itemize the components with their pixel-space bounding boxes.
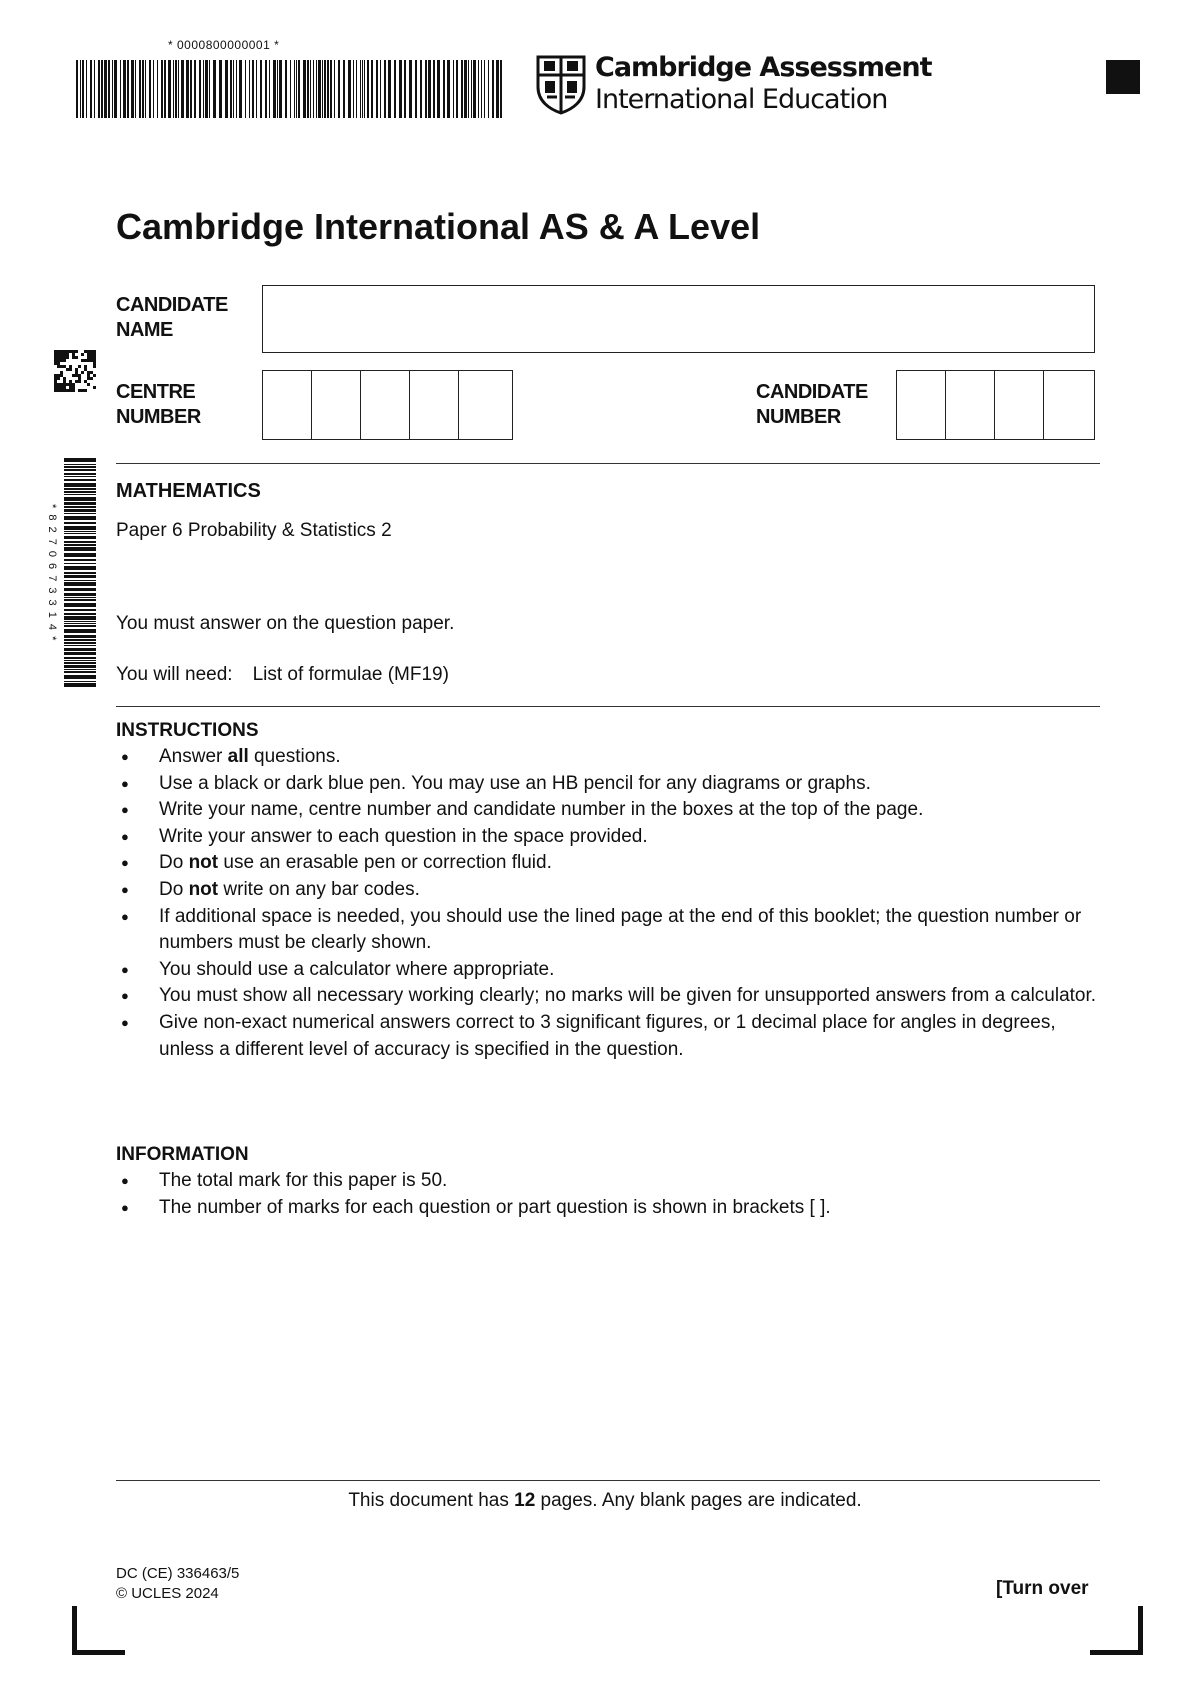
centre-digit-box[interactable] (410, 371, 459, 439)
bullet-icon: ● (121, 961, 129, 977)
bullet-icon: ● (121, 855, 129, 871)
qr-code-image (54, 350, 96, 392)
candidate-digit-box[interactable] (897, 371, 946, 439)
list-item: ● If additional space is needed, you should use the lined page at the end of this booklet; the question number or numbers must be clearly shown. (121, 905, 1082, 954)
bullet-icon: ● (121, 908, 129, 924)
requirements (116, 664, 449, 686)
list-item: ● Give non-exact numerical answers correct to 3 significant figures, or 1 decimal place for angles in degrees, unless a different level of accuracy is specified in the question. (121, 1011, 1056, 1060)
centre-digit-box[interactable] (361, 371, 410, 439)
divider (116, 463, 1100, 464)
answer-instruction: You must answer on the question paper. (116, 613, 455, 634)
list-item: ● You should use a calculator where appropriate. (116, 957, 1100, 984)
list-item: ● Use a black or dark blue pen. You may use an HB pencil for any diagrams or graphs. (116, 771, 1100, 798)
candidate-digit-box[interactable] (946, 371, 995, 439)
bullet-icon: ● (121, 881, 129, 897)
candidate-digit-box[interactable] (1044, 371, 1092, 439)
crop-mark-bottom-left (72, 1606, 125, 1655)
requirements-value: List of formulae (MF19) (252, 664, 449, 685)
instructions-list (116, 744, 1100, 1063)
doc-code: DC (CE) 336463/5 (116, 1565, 240, 1582)
bullet-icon: ● (121, 1173, 129, 1188)
centre-number-field[interactable] (262, 370, 513, 440)
bullet-icon: ● (121, 802, 129, 818)
divider (116, 706, 1100, 707)
list-item: ● You must show all necessary working clearly; no marks will be given for unsupported answers from a calculator. (116, 983, 1100, 1010)
logo-line-1: Cambridge Assessment (595, 52, 932, 83)
list-item: ● Write your answer to each question in the space provided. (116, 824, 1100, 851)
candidate-number-field[interactable] (896, 370, 1095, 440)
registration-mark (1106, 60, 1140, 94)
list-item: ● Do not use an erasable pen or correction fluid. (116, 850, 1100, 877)
information-heading: INFORMATION (116, 1144, 249, 1165)
requirements-label: You will need: (116, 664, 233, 685)
bullet-icon: ● (121, 828, 129, 844)
bullet-icon: ● (121, 775, 129, 791)
bullet-icon: ● (121, 988, 129, 1004)
crest-icon (535, 53, 587, 115)
list-item: ● The number of marks for each question or part question is shown in brackets [ ]. (116, 1195, 1100, 1222)
page-count-note: This document has 12 pages. Any blank pages are indicated. (348, 1490, 862, 1511)
candidate-name-label: CANDIDATE NAME (116, 294, 228, 341)
centre-digit-box[interactable] (263, 371, 312, 439)
divider (116, 1480, 1100, 1481)
candidate-name-field[interactable] (262, 285, 1095, 353)
barcode-number: * 0000800000001 * (168, 38, 280, 52)
bullet-icon: ● (121, 1014, 129, 1030)
side-barcode-bars (64, 458, 96, 688)
centre-digit-box[interactable] (312, 371, 361, 439)
turn-over: [Turn over (996, 1578, 1089, 1599)
barcode-image (76, 60, 506, 118)
logo-line-2: International Education (595, 84, 888, 115)
cambridge-logo (535, 52, 932, 116)
centre-number-label: CENTRE NUMBER (116, 381, 201, 428)
list-item: ● The total mark for this paper is 50. (116, 1168, 1100, 1195)
instructions-heading: INSTRUCTIONS (116, 720, 259, 741)
candidate-digit-box[interactable] (995, 371, 1044, 439)
subject-heading: MATHEMATICS (116, 480, 261, 502)
crop-mark-bottom-right (1090, 1606, 1143, 1655)
side-barcode-digits: * 8 2 7 0 6 7 3 3 1 4 * (46, 504, 58, 642)
copyright: © UCLES 2024 (116, 1585, 219, 1602)
document-code (116, 1564, 239, 1604)
bullet-icon: ● (121, 1199, 129, 1215)
candidate-number-label: CANDIDATE NUMBER (756, 381, 868, 428)
list-item: ● Answer all questions. (116, 744, 1100, 771)
page-title: Cambridge International AS & A Level (116, 206, 761, 247)
list-item: ● Write your name, centre number and candidate number in the boxes at the top of the page. (116, 797, 1100, 824)
side-barcode (46, 458, 98, 688)
information-list (116, 1168, 1100, 1221)
paper-title: Paper 6 Probability & Statistics 2 (116, 520, 392, 541)
bullet-icon: ● (121, 749, 129, 764)
centre-digit-box[interactable] (459, 371, 507, 439)
list-item: ● Do not write on any bar codes. (116, 877, 1100, 904)
